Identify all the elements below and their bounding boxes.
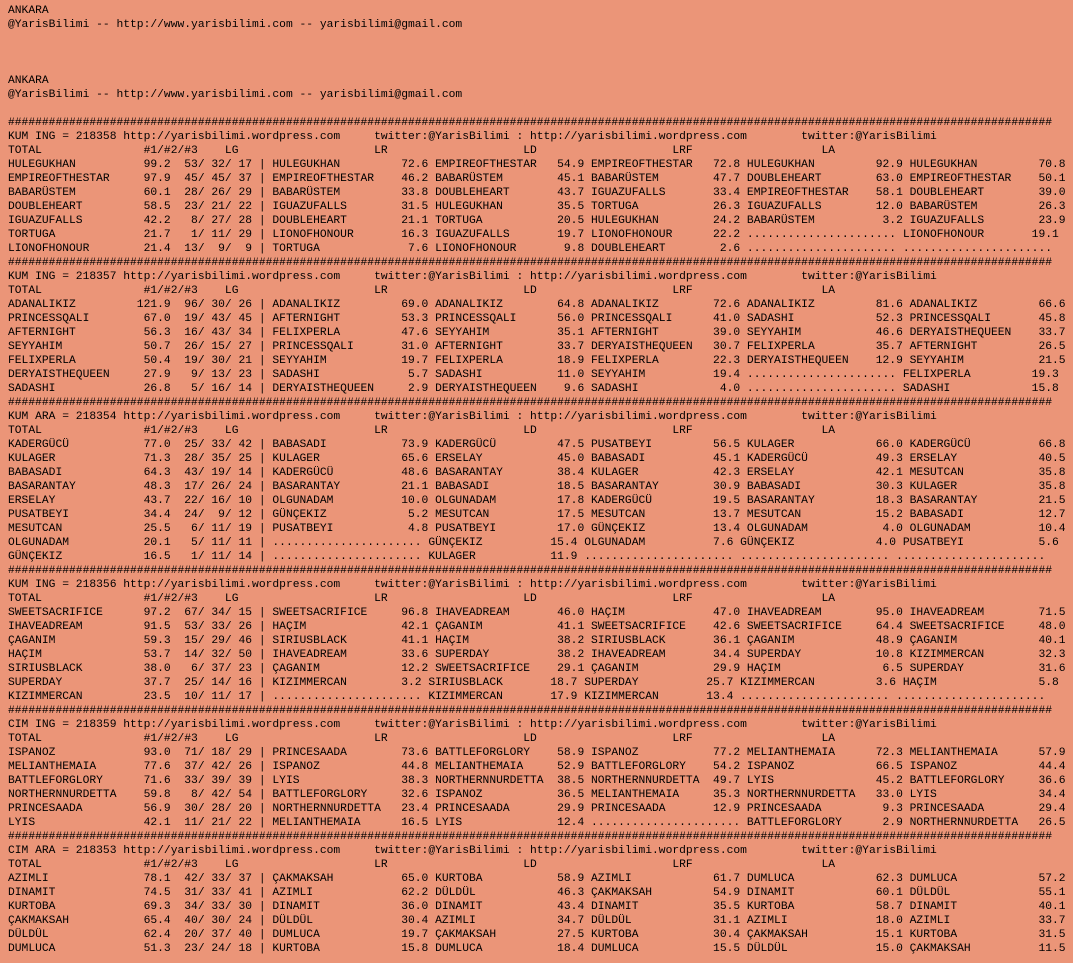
text-line: ########################################################################################################################################################## (8, 397, 1053, 409)
text-line: AFTERNIGHT 56.3 16/ 43/ 34 | FELIXPERLA 47.6 SEYYAHIM 35.1 AFTERNIGHT 39.0 SEYYAHIM 46.6 DERYAISTHEQUEEN 33.7 (8, 327, 1066, 339)
text-line: ANKARA (8, 5, 49, 17)
text-line: KUM ARA = 218354 http://yarisbilimi.wordpress.com twitter:@YarisBilimi : http://yarisbilimi.wordpress.com twitter:@YarisBilimi (8, 411, 937, 423)
text-line: TOTAL #1/#2/#3 LG LR LD LRF LA (8, 733, 836, 745)
text-line: LYIS 42.1 11/ 21/ 22 | MELIANTHEMAIA 16.5 LYIS 12.4 ...................... BATTLEFORGLORY 2.9 NORTHERNNURDETTA 26.5 (8, 817, 1066, 829)
text-line: KIZIMMERCAN 23.5 10/ 11/ 17 | ...................... KIZIMMERCAN 17.9 KIZIMMERCAN 13.4 ...................... ...................... (8, 691, 1046, 703)
text-line: ERSELAY 43.7 22/ 16/ 10 | OLGUNADAM 10.0 OLGUNADAM 17.8 KADERGÜCÜ 19.5 BASARANTAY 18.3 BASARANTAY 21.5 (8, 495, 1066, 507)
text-line: ANKARA (8, 75, 49, 87)
text-line (8, 102, 1073, 116)
text-line: SUPERDAY 37.7 25/ 14/ 16 | KIZIMMERCAN 3.2 SIRIUSBLACK 18.7 SUPERDAY 25.7 KIZIMMERCAN 3.6 HAÇIM 5.8 (8, 677, 1059, 689)
text-line: TOTAL #1/#2/#3 LG LR LD LRF LA (8, 145, 836, 157)
text-line: SEYYAHIM 50.7 26/ 15/ 27 | PRINCESSQALI 31.0 AFTERNIGHT 33.7 DERYAISTHEQUEEN 30.7 FELIXPERLA 35.7 AFTERNIGHT 26.5 (8, 341, 1066, 353)
text-line: SADASHI 26.8 5/ 16/ 14 | DERYAISTHEQUEEN 2.9 DERYAISTHEQUEEN 9.6 SADASHI 4.0 ...................... SADASHI 15.8 (8, 383, 1059, 395)
text-line: TOTAL #1/#2/#3 LG LR LD LRF LA (8, 593, 836, 605)
text-line: ########################################################################################################################################################## (8, 117, 1053, 129)
text-line: FELIXPERLA 50.4 19/ 30/ 21 | SEYYAHIM 19.7 FELIXPERLA 18.9 FELIXPERLA 22.3 DERYAISTHEQUEEN 12.9 SEYYAHIM 21.5 (8, 355, 1066, 367)
text-line: PUSATBEYI 34.4 24/ 9/ 12 | GÜNÇEKIZ 5.2 MESUTCAN 17.5 MESUTCAN 13.7 MESUTCAN 15.2 BABASADI 12.7 (8, 509, 1066, 521)
text-line: ADANALIKIZ 121.9 96/ 30/ 26 | ADANALIKIZ 69.0 ADANALIKIZ 64.8 ADANALIKIZ 72.6 ADANALIKIZ 81.6 ADANALIKIZ 66.6 (8, 299, 1066, 311)
text-line: TORTUGA 21.7 1/ 11/ 29 | LIONOFHONOUR 16.3 IGUAZUFALLS 19.7 LIONOFHONOUR 22.2 ...................... LIONOFHONOUR 19.1 (8, 229, 1059, 241)
text-line: ########################################################################################################################################################## (8, 831, 1053, 843)
text-line (8, 46, 1073, 60)
text-line: TOTAL #1/#2/#3 LG LR LD LRF LA (8, 285, 836, 297)
text-line: CIM ING = 218359 http://yarisbilimi.wordpress.com twitter:@YarisBilimi : http://yarisbilimi.wordpress.com twitter:@YarisBilimi (8, 719, 937, 731)
text-line: ########################################################################################################################################################## (8, 257, 1053, 269)
text-line: IGUAZUFALLS 42.2 8/ 27/ 28 | DOUBLEHEART 21.1 TORTUGA 20.5 HULEGUKHAN 24.2 BABARÜSTEM 3.2 IGUAZUFALLS 23.9 (8, 215, 1066, 227)
text-line: KURTOBA 69.3 34/ 33/ 30 | DINAMIT 36.0 DINAMIT 43.4 DINAMIT 35.5 KURTOBA 58.7 DINAMIT 40.1 (8, 901, 1066, 913)
text-line: EMPIREOFTHESTAR 97.9 45/ 45/ 37 | EMPIREOFTHESTAR 46.2 BABARÜSTEM 45.1 BABARÜSTEM 47.7 DOUBLEHEART 63.0 EMPIREOFTHESTAR 50.1 (8, 173, 1066, 185)
text-line: DOUBLEHEART 58.5 23/ 21/ 22 | IGUAZUFALLS 31.5 HULEGUKHAN 35.5 TORTUGA 26.3 IGUAZUFALLS 12.0 BABARÜSTEM 26.3 (8, 201, 1066, 213)
text-line: LIONOFHONOUR 21.4 13/ 9/ 9 | TORTUGA 7.6 LIONOFHONOUR 9.8 DOUBLEHEART 2.6 ...................... ...................... (8, 243, 1053, 255)
text-line: TOTAL #1/#2/#3 LG LR LD LRF LA (8, 859, 836, 871)
text-line: BABASADI 64.3 43/ 19/ 14 | KADERGÜCÜ 48.6 BASARANTAY 38.4 KULAGER 42.3 ERSELAY 42.1 MESUTCAN 35.8 (8, 467, 1066, 479)
text-line: ÇAKMAKSAH 65.4 40/ 30/ 24 | DÜLDÜL 30.4 AZIMLI 34.7 DÜLDÜL 31.1 AZIMLI 18.0 AZIMLI 33.7 (8, 915, 1066, 927)
text-line: PRINCESAADA 56.9 30/ 28/ 20 | NORTHERNNURDETTA 23.4 PRINCESAADA 29.9 PRINCESAADA 12.9 PRINCESAADA 9.3 PRINCESAADA 29.4 (8, 803, 1066, 815)
text-line (8, 32, 1073, 46)
text-line: ISPANOZ 93.0 71/ 18/ 29 | PRINCESAADA 73.6 BATTLEFORGLORY 58.9 ISPANOZ 77.2 MELIANTHEMAIA 72.3 MELIANTHEMAIA 57.9 (8, 747, 1066, 759)
text-line: AZIMLI 78.1 42/ 33/ 37 | ÇAKMAKSAH 65.0 KURTOBA 58.9 AZIMLI 61.7 DUMLUCA 62.3 DUMLUCA 57.2 (8, 873, 1066, 885)
text-line: KUM ING = 218356 http://yarisbilimi.wordpress.com twitter:@YarisBilimi : http://yarisbilimi.wordpress.com twitter:@YarisBilimi (8, 579, 937, 591)
text-line: KUM ING = 218357 http://yarisbilimi.wordpress.com twitter:@YarisBilimi : http://yarisbilimi.wordpress.com twitter:@YarisBilimi (8, 271, 937, 283)
text-line: TOTAL #1/#2/#3 LG LR LD LRF LA (8, 425, 836, 437)
text-line: GÜNÇEKIZ 16.5 1/ 11/ 14 | ...................... KULAGER 11.9 ...................... ...................... ...................... (8, 551, 1046, 563)
text-line: HULEGUKHAN 99.2 53/ 32/ 17 | HULEGUKHAN 72.6 EMPIREOFTHESTAR 54.9 EMPIREOFTHESTAR 72.8 HULEGUKHAN 92.9 HULEGUKHAN 70.8 (8, 159, 1066, 171)
text-line: DUMLUCA 51.3 23/ 24/ 18 | KURTOBA 15.8 DUMLUCA 18.4 DUMLUCA 15.5 DÜLDÜL 15.0 ÇAKMAKSAH 11.5 (8, 943, 1066, 955)
text-line: IHAVEADREAM 91.5 53/ 33/ 26 | HAÇIM 42.1 ÇAGANIM 41.1 SWEETSACRIFICE 42.6 SWEETSACRIFICE 64.4 SWEETSACRIFICE 48.0 (8, 621, 1066, 633)
text-line: ########################################################################################################################################################## (8, 565, 1053, 577)
text-line: SWEETSACRIFICE 97.2 67/ 34/ 15 | SWEETSACRIFICE 96.8 IHAVEADREAM 46.0 HAÇIM 47.0 IHAVEADREAM 95.0 IHAVEADREAM 71.5 (8, 607, 1066, 619)
text-line: OLGUNADAM 20.1 5/ 11/ 11 | ...................... GÜNÇEKIZ 15.4 OLGUNADAM 7.6 GÜNÇEKIZ 4.0 PUSATBEYI 5.6 (8, 537, 1059, 549)
text-line: MELIANTHEMAIA 77.6 37/ 42/ 26 | ISPANOZ 44.8 MELIANTHEMAIA 52.9 BATTLEFORGLORY 54.2 ISPANOZ 66.5 ISPANOZ 44.4 (8, 761, 1066, 773)
text-line: @YarisBilimi -- http://www.yarisbilimi.com -- yarisbilimi@gmail.com (8, 89, 463, 101)
text-line: MESUTCAN 25.5 6/ 11/ 19 | PUSATBEYI 4.8 PUSATBEYI 17.0 GÜNÇEKIZ 13.4 OLGUNADAM 4.0 OLGUNADAM 10.4 (8, 523, 1066, 535)
text-line: KULAGER 71.3 28/ 35/ 25 | KULAGER 65.6 ERSELAY 45.0 BABASADI 45.1 KADERGÜCÜ 49.3 ERSELAY 40.5 (8, 453, 1066, 465)
text-line: CIM ARA = 218353 http://yarisbilimi.wordpress.com twitter:@YarisBilimi : http://yarisbilimi.wordpress.com twitter:@YarisBilimi (8, 845, 937, 857)
text-line: NORTHERNNURDETTA 59.8 8/ 42/ 54 | BATTLEFORGLORY 32.6 ISPANOZ 36.5 MELIANTHEMAIA 35.3 NORTHERNNURDETTA 33.0 LYIS 34.4 (8, 789, 1066, 801)
text-line: DERYAISTHEQUEEN 27.9 9/ 13/ 23 | SADASHI 5.7 SADASHI 11.0 SEYYAHIM 19.4 ...................... FELIXPERLA 19.3 (8, 369, 1059, 381)
text-line: BASARANTAY 48.3 17/ 26/ 24 | BASARANTAY 21.1 BABASADI 18.5 BASARANTAY 30.9 BABASADI 30.3 KULAGER 35.8 (8, 481, 1066, 493)
text-line: KADERGÜCÜ 77.0 25/ 33/ 42 | BABASADI 73.9 KADERGÜCÜ 47.5 PUSATBEYI 56.5 KULAGER 66.0 KADERGÜCÜ 66.8 (8, 439, 1066, 451)
text-line: HAÇIM 53.7 14/ 32/ 50 | IHAVEADREAM 33.6 SUPERDAY 38.2 IHAVEADREAM 34.4 SUPERDAY 10.8 KIZIMMERCAN 32.3 (8, 649, 1066, 661)
text-line: PRINCESSQALI 67.0 19/ 43/ 45 | AFTERNIGHT 53.3 PRINCESSQALI 56.0 PRINCESSQALI 41.0 SADASHI 52.3 PRINCESSQALI 45.8 (8, 313, 1066, 325)
text-line (8, 60, 1073, 74)
text-line: BATTLEFORGLORY 71.6 33/ 39/ 39 | LYIS 38.3 NORTHERNNURDETTA 38.5 NORTHERNNURDETTA 49.7 LYIS 45.2 BATTLEFORGLORY 36.6 (8, 775, 1066, 787)
text-line: KUM ING = 218358 http://yarisbilimi.wordpress.com twitter:@YarisBilimi : http://yarisbilimi.wordpress.com twitter:@YarisBilimi (8, 131, 937, 143)
text-line: ########################################################################################################################################################## (8, 705, 1053, 717)
text-line: ÇAGANIM 59.3 15/ 29/ 46 | SIRIUSBLACK 41.1 HAÇIM 38.2 SIRIUSBLACK 36.1 ÇAGANIM 48.9 ÇAGANIM 40.1 (8, 635, 1066, 647)
text-line: BABARÜSTEM 60.1 28/ 26/ 29 | BABARÜSTEM 33.8 DOUBLEHEART 43.7 IGUAZUFALLS 33.4 EMPIREOFTHESTAR 58.1 DOUBLEHEART 39.0 (8, 187, 1066, 199)
text-line: DÜLDÜL 62.4 20/ 37/ 40 | DUMLUCA 19.7 ÇAKMAKSAH 27.5 KURTOBA 30.4 ÇAKMAKSAH 15.1 KURTOBA 31.5 (8, 929, 1066, 941)
text-line: SIRIUSBLACK 38.0 6/ 37/ 23 | ÇAGANIM 12.2 SWEETSACRIFICE 29.1 ÇAGANIM 29.9 HAÇIM 6.5 SUPERDAY 31.6 (8, 663, 1066, 675)
text-line: @YarisBilimi -- http://www.yarisbilimi.com -- yarisbilimi@gmail.com (8, 19, 463, 31)
text-line: DINAMIT 74.5 31/ 33/ 41 | AZIMLI 62.2 DÜLDÜL 46.3 ÇAKMAKSAH 54.9 DINAMIT 60.1 DÜLDÜL 55.1 (8, 887, 1066, 899)
